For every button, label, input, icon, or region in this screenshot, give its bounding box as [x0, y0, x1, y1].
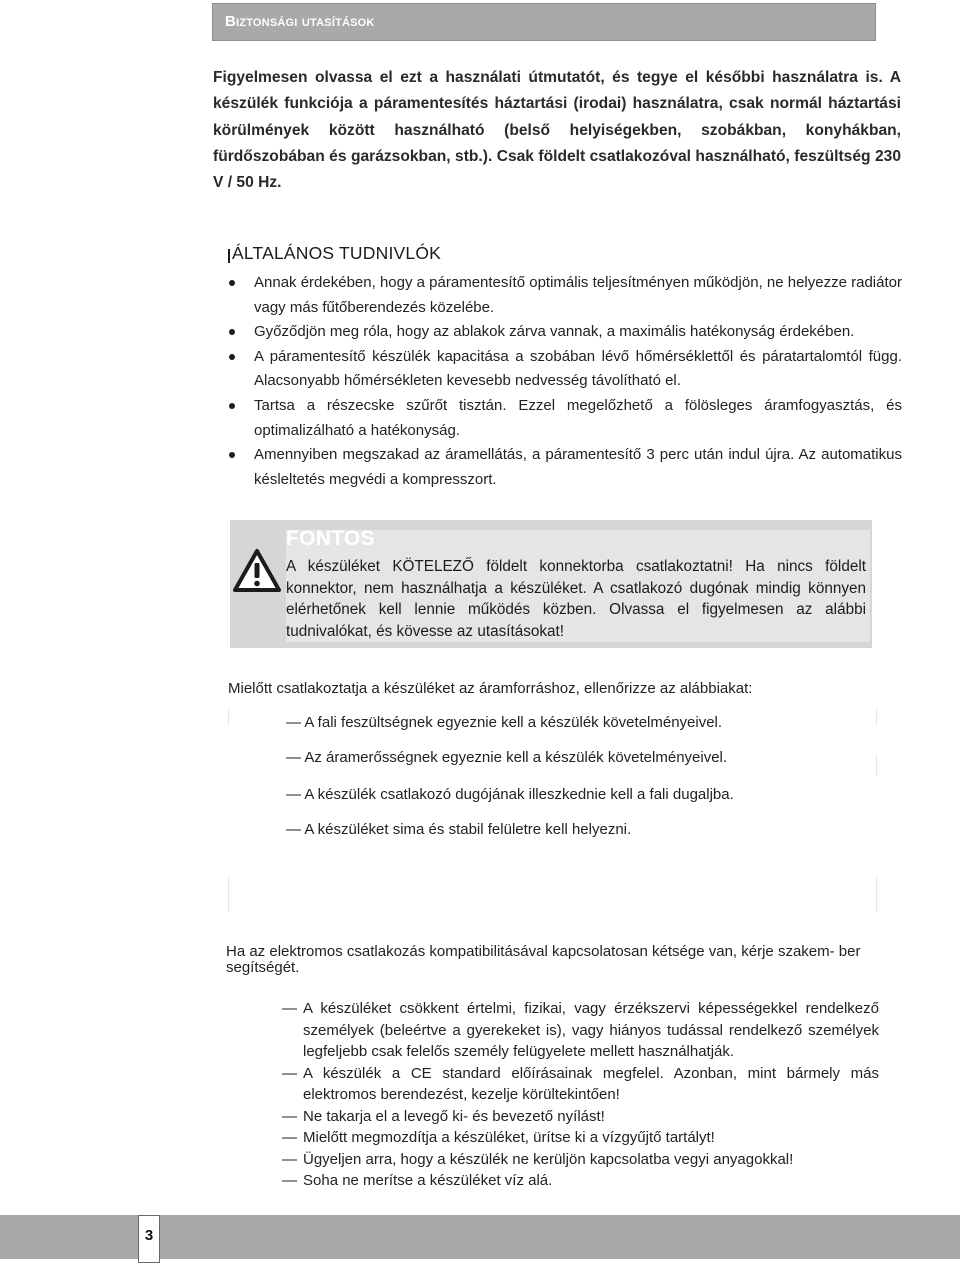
bullet-icon	[229, 403, 235, 409]
list-item: — Soha ne merítse a készüléket víz alá.	[282, 1170, 879, 1192]
margin-mark	[876, 876, 877, 912]
general-info-list	[228, 271, 902, 492]
checks-intro: Mielőtt csatlakoztatja a készüléket az áramforráshoz, ellenőrizze az alábbiakat:	[228, 680, 753, 697]
bullet-icon	[229, 329, 235, 335]
list-item: — A készülék a CE standard előírásainak megfelel. Azonban, mint bármely más elektromos berendezést, kezelje körültekintően!	[282, 1064, 879, 1103]
check-item: — A készüléket sima és stabil felületre kell helyezni.	[286, 821, 632, 838]
list-item: Tartsa a részecske szűrőt tisztán. Ezzel megelőzhető a fölösleges áramfogyasztás, és optimalizálható a hatékonyság.	[228, 394, 902, 443]
list-item: Amennyiben megszakad az áramellátás, a páramentesítő 3 perc után indul újra. Az automatikus késleltetés megvédi a kompresszort.	[228, 443, 902, 492]
dash-marker: —	[282, 1107, 297, 1125]
warnings-list	[282, 998, 879, 1192]
bullet-icon	[229, 354, 235, 360]
list-item: Győződjön meg róla, hogy az ablakok zárva vannak, a maximális hatékonyság érdekében.	[228, 320, 902, 345]
list-item: A páramentesítő készülék kapacitása a szobában lévő hőmérséklettől és páratartalomtól függ. Alacsonyabb hőmérsékleten kevesebb nedvesség távolítható el.	[228, 345, 902, 394]
general-info-heading: ÁLTALÁNOS TUDNIVLÓK	[232, 243, 441, 263]
check-item: — A fali feszültségnek egyeznie kell a készülék követelményeivel.	[286, 714, 723, 731]
section-title: Biztonsági utasítások	[225, 13, 375, 30]
bullet-icon	[229, 280, 235, 286]
dash-marker: —	[282, 1150, 297, 1168]
list-item: — Ügyeljen arra, hogy a készülék ne kerüljön kapcsolatba vegyi anyagokkal!	[282, 1149, 879, 1171]
list-item: — Mielőtt megmozdítja a készüléket, ürítse ki a vízgyűjtő tartályt!	[282, 1127, 879, 1149]
list-item: — Ne takarja el a levegő ki- és bevezető nyílást!	[282, 1106, 879, 1128]
intro-paragraph: Figyelmesen olvassa el ezt a használati útmutatót, és tegye el későbbi használatra is. A készülék funkciója a páramentesítés háztartási (irodai) használatra, csak normál háztartási körülmények között használható (belső helyiségekben, szobákban, konyhákban, fürdőszobában és garázsokban, stb.). Csak földelt csatlakozóval használható, feszültség 230 V / 50 Hz.	[213, 69, 901, 192]
page-number-box	[138, 1215, 160, 1263]
list-item: Annak érdekében, hogy a páramentesítő optimális teljesítményen működjön, ne helyezze radiátor vagy más fűtőberendezés közelébe.	[228, 271, 902, 320]
list-item: — A készüléket csökkent értelmi, fizikai, vagy érzékszervi képességekkel rendelkező személyek (beleértve a gyerekeket is), vagy hiányos tudással rendelkező személyek legfeljebb csak felelős személy felügyelete mellett használhatják.	[282, 1000, 879, 1060]
warning-triangle-icon	[232, 548, 282, 594]
bullet-icon	[229, 452, 235, 458]
section-header-bar	[212, 3, 876, 41]
important-text: A készüléket KÖTELEZŐ földelt konnektorba csatlakoztatni! Ha nincs földelt konnektor, nem használhatja a készüléket. A csatlakozó dugónak mindig könnyen elérhetőnek kell lennie működés közben. Olvassa el figyelmesen az alábbi tudnivalókat, és kövesse az utasításokat!	[286, 558, 866, 640]
expert-note: Ha az elektromos csatlakozás kompatibilitásával kapcsolatosan kétsége van, kérje szakem- ber segítségét.	[226, 943, 861, 976]
dash-marker: —	[282, 1172, 297, 1189]
important-title: FONTOS	[286, 527, 375, 550]
check-item: — Az áramerősségnek egyeznie kell a készülék követelményeivel.	[286, 749, 728, 766]
margin-mark	[228, 876, 229, 912]
margin-mark	[876, 754, 877, 776]
page-number: 3	[144, 1227, 154, 1244]
dash-marker: —	[282, 1000, 297, 1017]
check-item: — A készülék csatlakozó dugójának illeszkednie kell a fali dugaljba.	[286, 786, 734, 803]
margin-mark	[228, 708, 229, 726]
dash-marker: —	[282, 1129, 297, 1146]
margin-mark	[876, 708, 877, 726]
dash-marker: —	[282, 1064, 297, 1082]
